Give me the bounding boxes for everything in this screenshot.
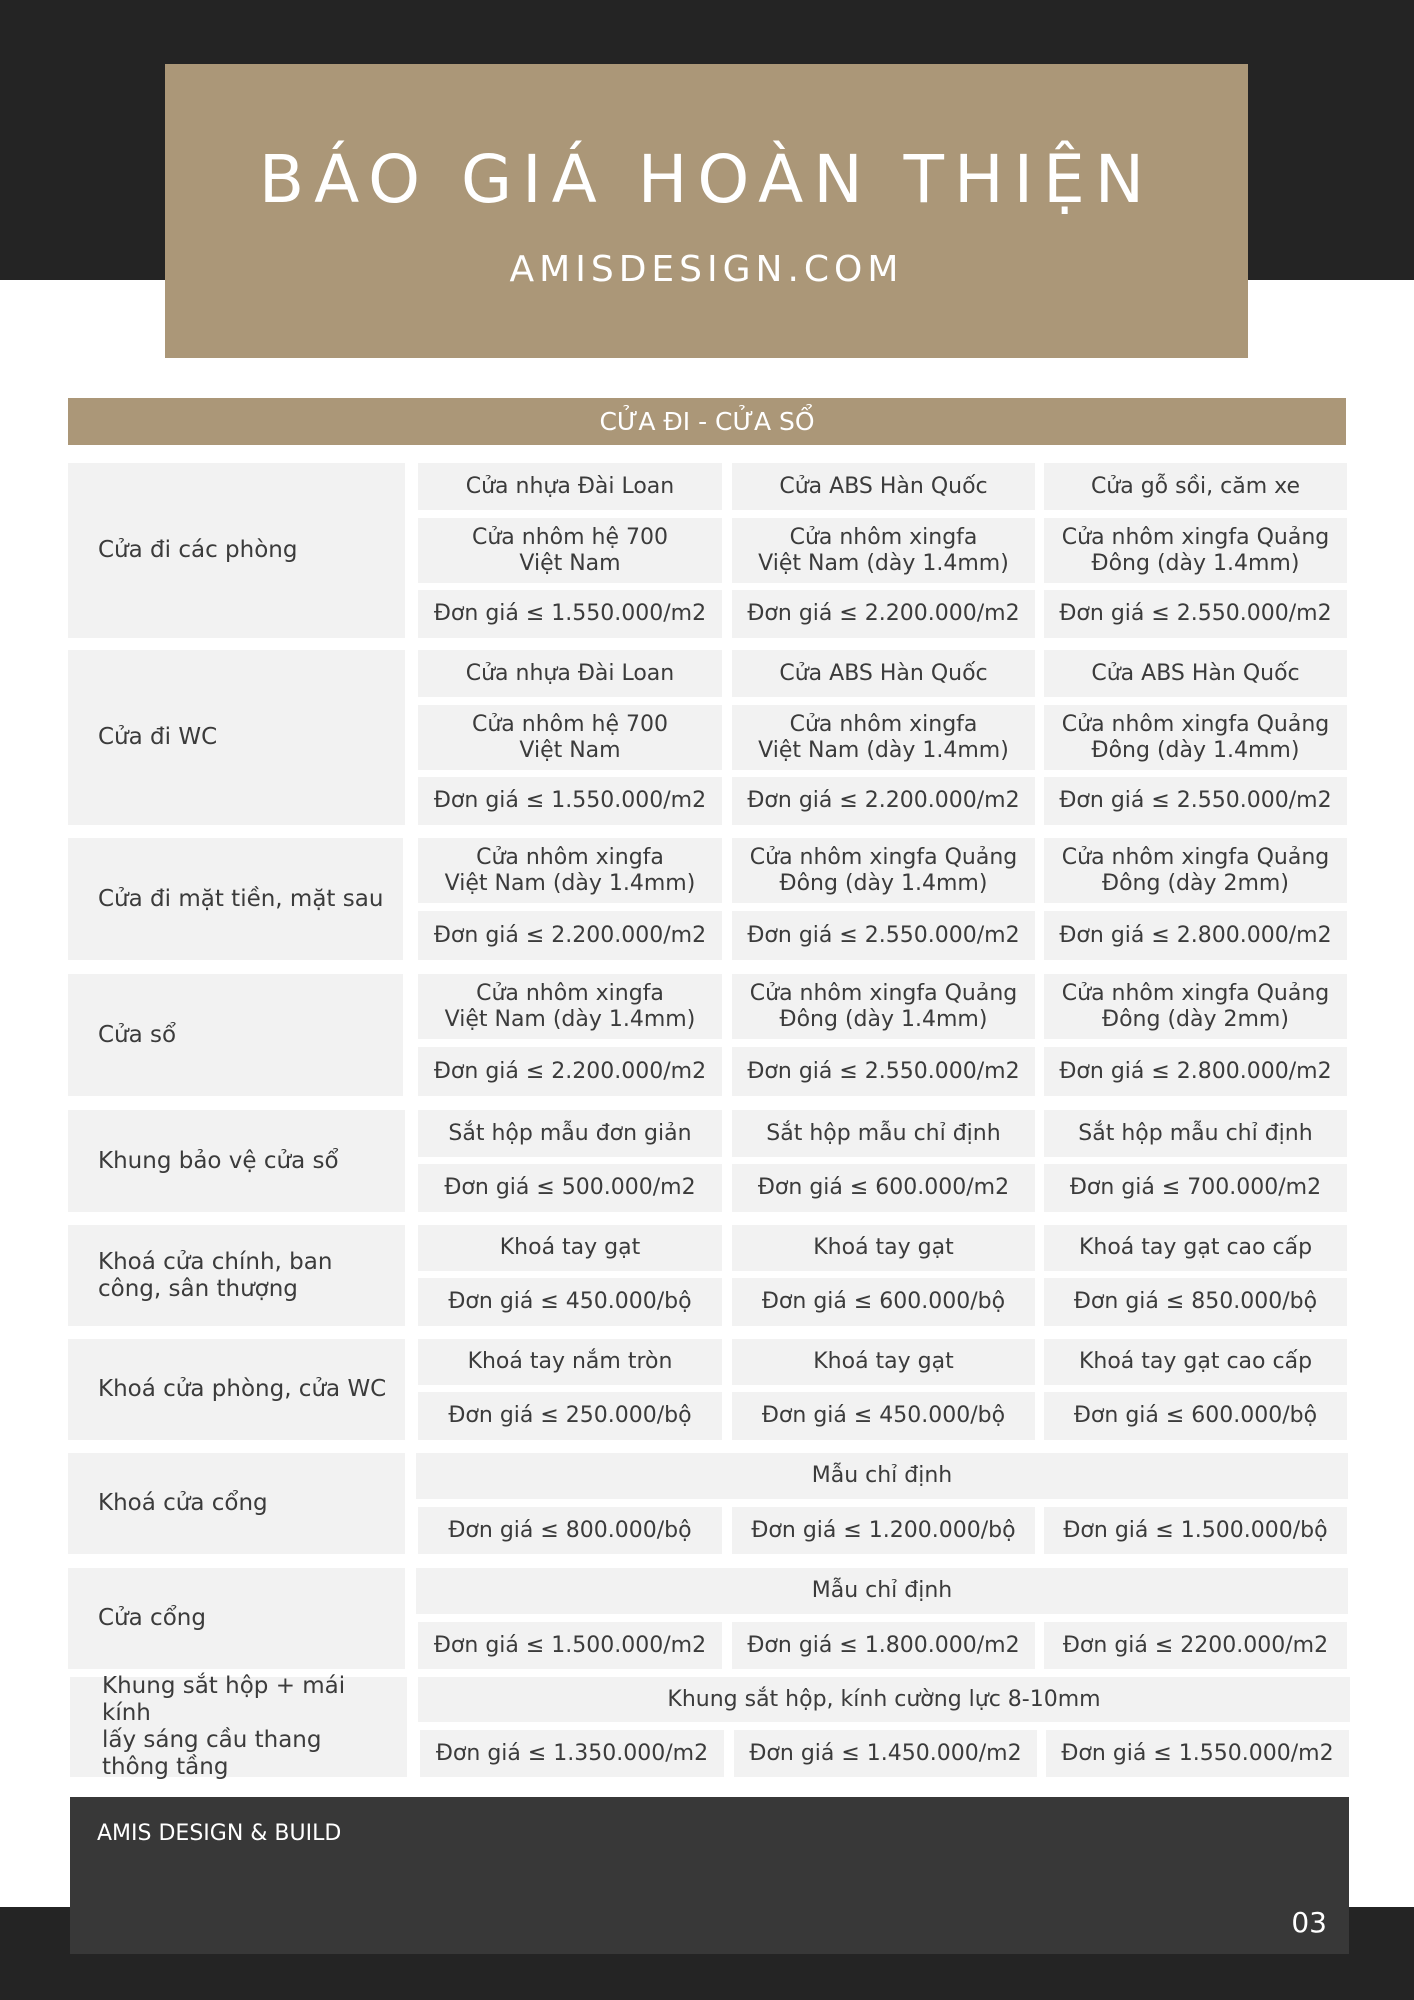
price-cell: Cửa nhôm xingfa Quảng Đông (dày 1.4mm) [1044, 518, 1347, 583]
price-cell: Cửa nhôm xingfa Quảng Đông (dày 2mm) [1044, 974, 1347, 1039]
price-cell: Cửa nhựa Đài Loan [418, 463, 722, 510]
price-cell: Cửa nhôm xingfa Quảng Đông (dày 1.4mm) [732, 838, 1035, 903]
price-cell: Cửa nhôm hệ 700 Việt Nam [418, 518, 722, 583]
price-cell: Đơn giá ≤ 450.000/bộ [732, 1392, 1035, 1440]
price-cell: Đơn giá ≤ 600.000/bộ [1044, 1392, 1347, 1440]
page-subtitle: AMISDESIGN.COM [509, 249, 904, 290]
price-cell: Cửa nhôm hệ 700 Việt Nam [418, 705, 722, 770]
price-cell: Đơn giá ≤ 2200.000/m2 [1044, 1622, 1347, 1669]
price-cell: Cửa nhựa Đài Loan [418, 650, 722, 697]
row-label: Khoá cửa phòng, cửa WC [68, 1339, 405, 1440]
price-cell: Đơn giá ≤ 2.200.000/m2 [418, 911, 722, 960]
row-label: Cửa đi mặt tiền, mặt sau [68, 838, 403, 960]
footer-panel [70, 1797, 1349, 1954]
price-cell: Đơn giá ≤ 2.200.000/m2 [732, 777, 1035, 825]
price-cell: Cửa ABS Hàn Quốc [1044, 650, 1347, 697]
price-cell: Đơn giá ≤ 2.800.000/m2 [1044, 1047, 1347, 1096]
row-label: Cửa sổ [68, 974, 403, 1096]
price-cell: Khoá tay nắm tròn [418, 1339, 722, 1385]
price-cell: Sắt hộp mẫu đơn giản [418, 1110, 722, 1157]
price-cell: Khoá tay gạt [418, 1225, 722, 1271]
price-cell: Cửa ABS Hàn Quốc [732, 463, 1035, 510]
section-title: CỬA ĐI - CỬA SỔ [68, 398, 1346, 445]
price-cell: Đơn giá ≤ 2.550.000/m2 [732, 911, 1035, 960]
row-label: Khung bảo vệ cửa sổ [68, 1110, 405, 1212]
price-cell: Khoá tay gạt [732, 1225, 1035, 1271]
price-cell: Đơn giá ≤ 1.200.000/bộ [732, 1507, 1035, 1554]
row-label: Cửa đi WC [68, 650, 405, 825]
header-banner [165, 64, 1248, 358]
spec-cell: Khung sắt hộp, kính cường lực 8-10mm [418, 1677, 1350, 1722]
page-title: BÁO GIÁ HOÀN THIỆN [258, 141, 1155, 218]
price-cell: Cửa nhôm xingfa Quảng Đông (dày 1.4mm) [1044, 705, 1347, 770]
price-cell: Đơn giá ≤ 1.350.000/m2 [420, 1730, 724, 1777]
row-label: Khoá cửa cổng [68, 1453, 405, 1554]
price-cell: Đơn giá ≤ 2.200.000/m2 [732, 590, 1035, 638]
price-cell: Khoá tay gạt [732, 1339, 1035, 1385]
row-label: Cửa cổng [68, 1568, 405, 1669]
price-cell: Cửa nhôm xingfa Việt Nam (dày 1.4mm) [418, 974, 722, 1039]
price-cell: Đơn giá ≤ 2.800.000/m2 [1044, 911, 1347, 960]
price-cell: Sắt hộp mẫu chỉ định [732, 1110, 1035, 1157]
price-cell: Cửa nhôm xingfa Quảng Đông (dày 1.4mm) [732, 974, 1035, 1039]
price-cell: Đơn giá ≤ 250.000/bộ [418, 1392, 722, 1440]
price-cell: Cửa nhôm xingfa Quảng Đông (dày 2mm) [1044, 838, 1347, 903]
price-cell: Cửa nhôm xingfa Việt Nam (dày 1.4mm) [732, 518, 1035, 583]
page-number: 03 [1291, 1906, 1327, 1939]
price-cell: Đơn giá ≤ 500.000/m2 [418, 1164, 722, 1212]
price-cell: Đơn giá ≤ 2.550.000/m2 [1044, 590, 1347, 638]
price-cell: Khoá tay gạt cao cấp [1044, 1225, 1347, 1271]
price-cell: Đơn giá ≤ 2.550.000/m2 [732, 1047, 1035, 1096]
price-cell: Đơn giá ≤ 1.550.000/m2 [418, 777, 722, 825]
price-cell: Đơn giá ≤ 1.550.000/m2 [1046, 1730, 1349, 1777]
price-cell: Đơn giá ≤ 2.550.000/m2 [1044, 777, 1347, 825]
row-label: Khoá cửa chính, ban công, sân thượng [68, 1225, 405, 1326]
price-cell: Đơn giá ≤ 1.800.000/m2 [732, 1622, 1035, 1669]
price-cell: Đơn giá ≤ 850.000/bộ [1044, 1278, 1347, 1326]
price-cell: Đơn giá ≤ 800.000/bộ [418, 1507, 722, 1554]
price-cell: Đơn giá ≤ 700.000/m2 [1044, 1164, 1347, 1212]
price-cell: Đơn giá ≤ 1.500.000/m2 [418, 1622, 722, 1669]
row-label: Khung sắt hộp + mái kính lấy sáng cầu thang thông tầng [70, 1677, 407, 1777]
price-cell: Sắt hộp mẫu chỉ định [1044, 1110, 1347, 1157]
price-cell: Đơn giá ≤ 1.450.000/m2 [734, 1730, 1037, 1777]
footer-brand: AMIS DESIGN & BUILD [97, 1821, 342, 1846]
price-cell: Cửa gỗ sồi, căm xe [1044, 463, 1347, 510]
spec-cell: Mẫu chỉ định [416, 1453, 1348, 1499]
price-cell: Đơn giá ≤ 600.000/bộ [732, 1278, 1035, 1326]
price-cell: Cửa ABS Hàn Quốc [732, 650, 1035, 697]
row-label: Cửa đi các phòng [68, 463, 405, 638]
price-cell: Đơn giá ≤ 600.000/m2 [732, 1164, 1035, 1212]
price-cell: Đơn giá ≤ 450.000/bộ [418, 1278, 722, 1326]
price-cell: Khoá tay gạt cao cấp [1044, 1339, 1347, 1385]
spec-cell: Mẫu chỉ định [416, 1568, 1348, 1614]
price-cell: Đơn giá ≤ 1.550.000/m2 [418, 590, 722, 638]
price-cell: Cửa nhôm xingfa Việt Nam (dày 1.4mm) [418, 838, 722, 903]
price-cell: Đơn giá ≤ 1.500.000/bộ [1044, 1507, 1347, 1554]
price-cell: Cửa nhôm xingfa Việt Nam (dày 1.4mm) [732, 705, 1035, 770]
price-cell: Đơn giá ≤ 2.200.000/m2 [418, 1047, 722, 1096]
